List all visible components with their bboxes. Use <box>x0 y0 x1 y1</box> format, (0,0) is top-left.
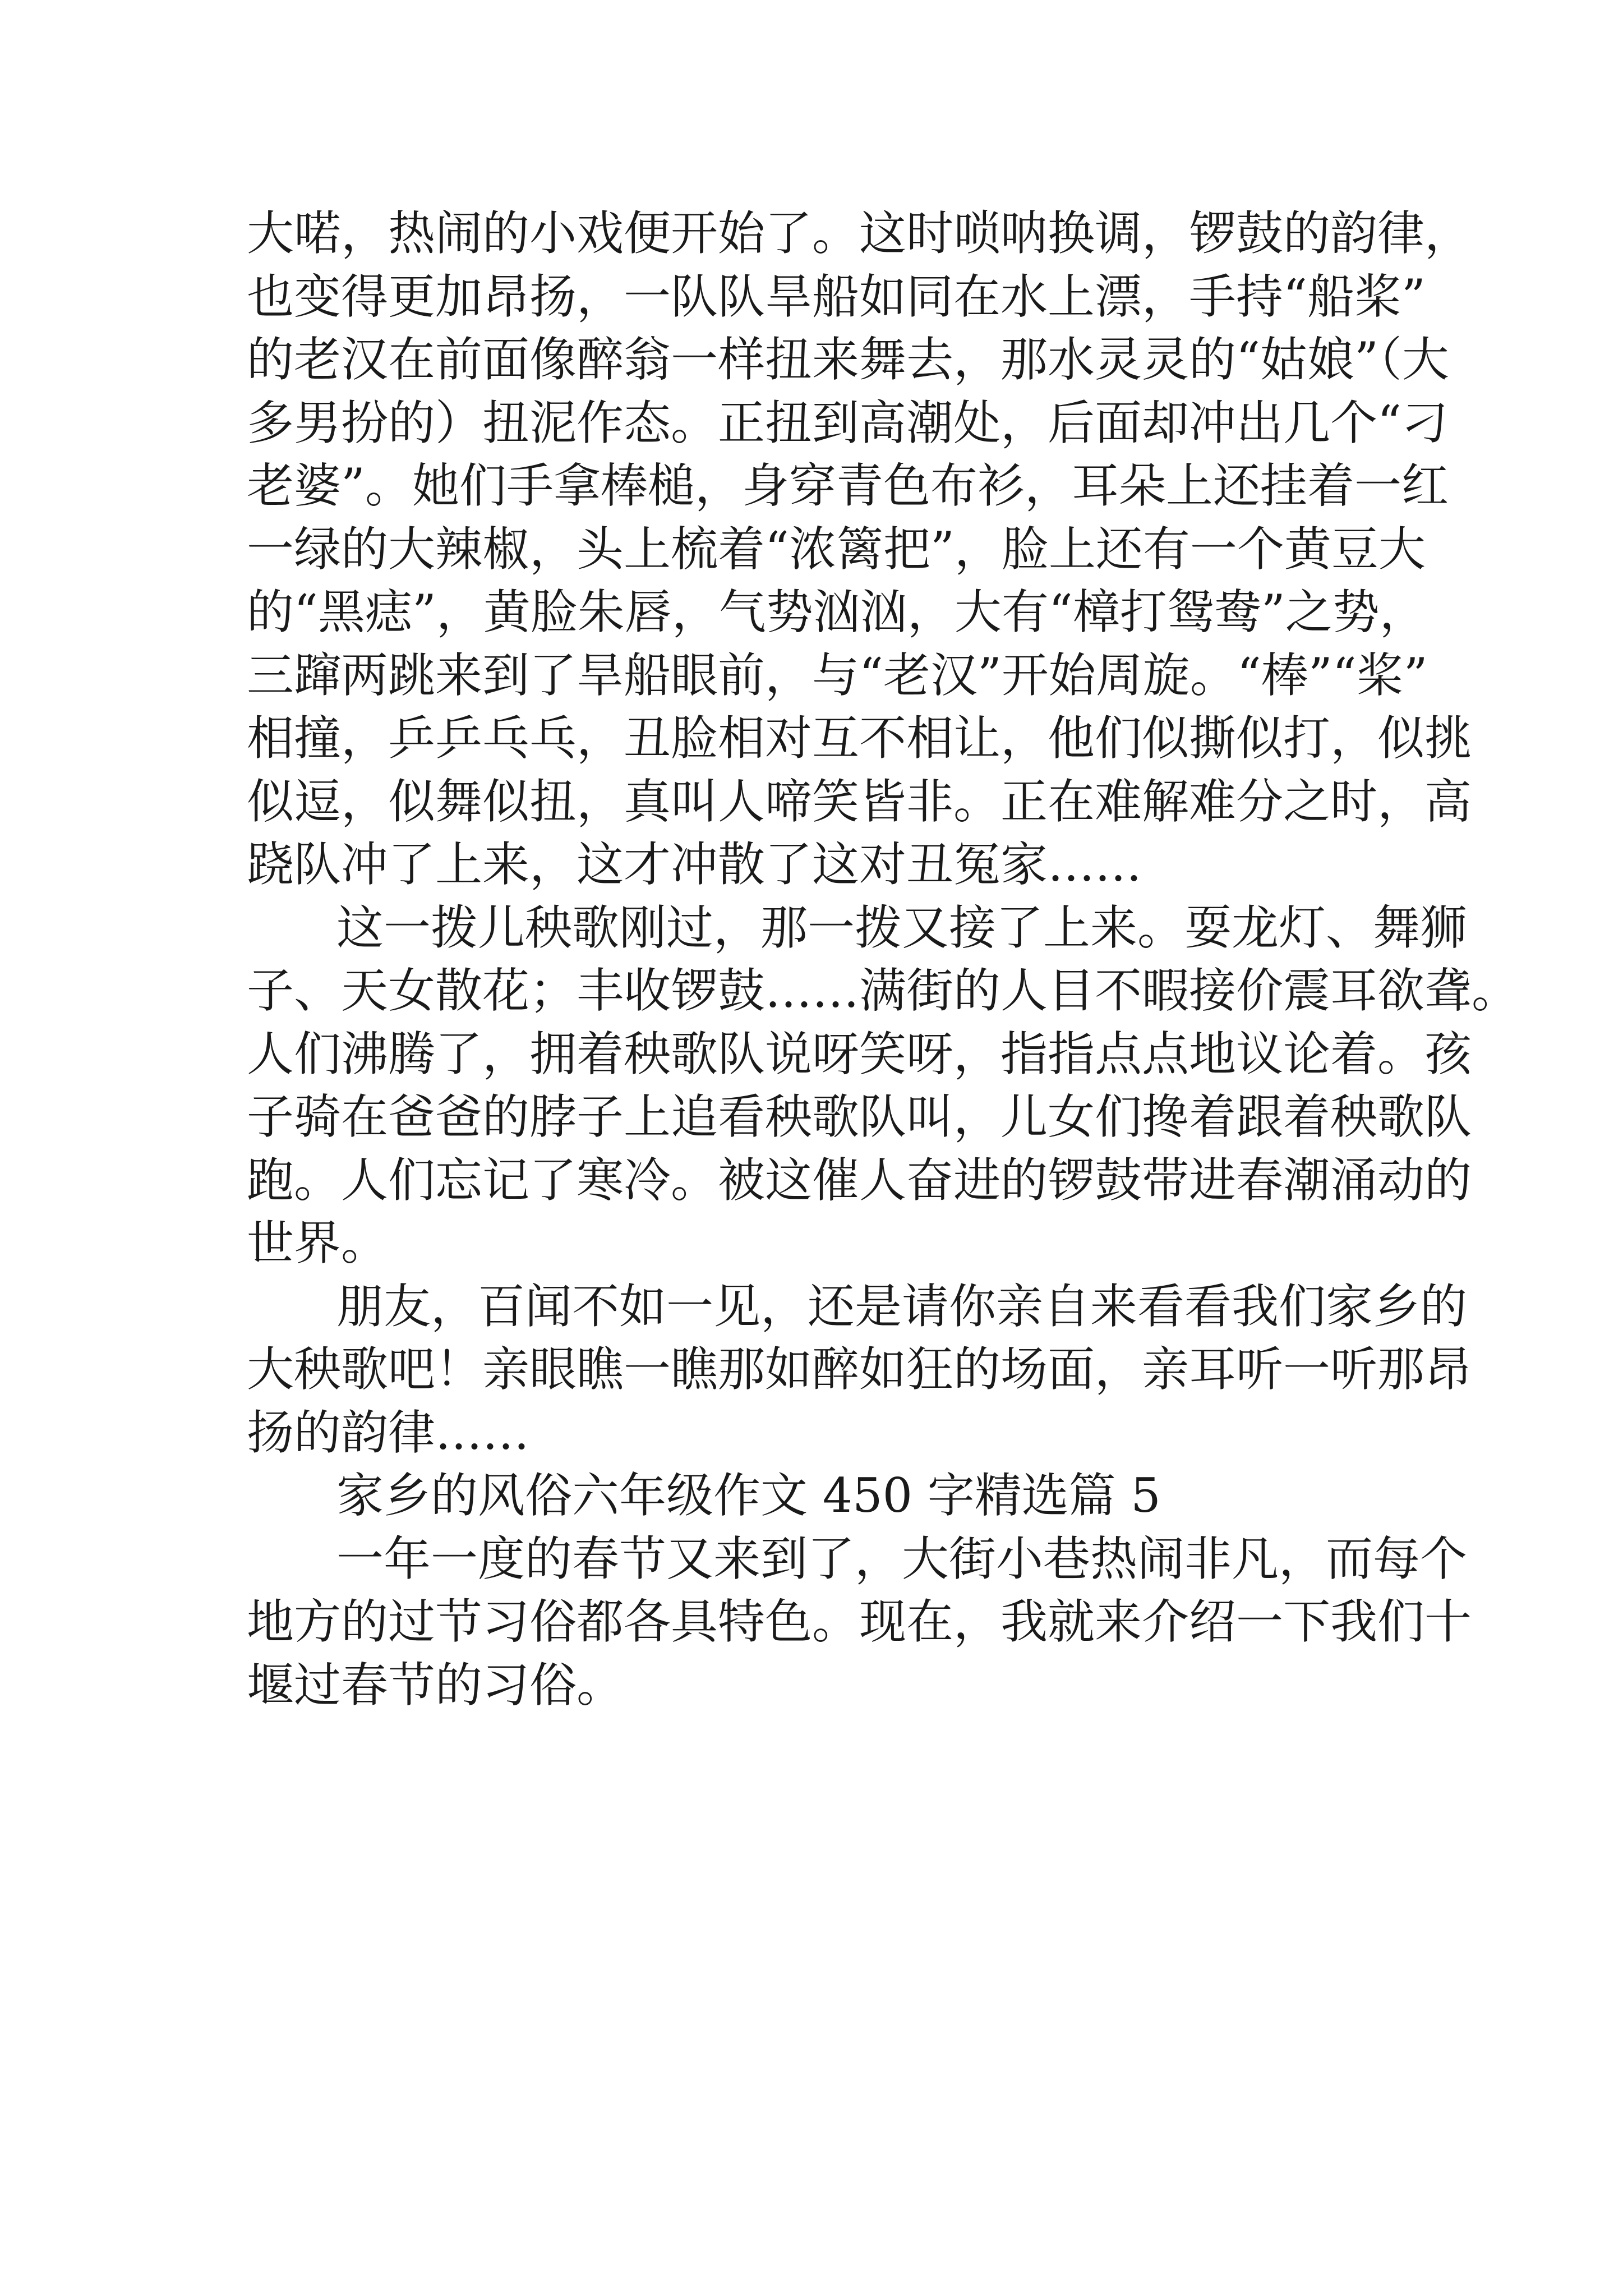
paragraph-line: 多男扮的）扭泥作态。正扭到高潮处，后面却冲出几个“刁 <box>247 395 1449 450</box>
paragraph-line: 堰过春节的习俗。 <box>247 1657 624 1713</box>
paragraph-line: 也变得更加昂扬，一队队旱船如同在水上漂，手持“船桨” <box>247 269 1426 324</box>
document-body <box>247 202 1519 1717</box>
paragraph-line: 大喏，热闹的小戏便开始了。这时唢呐换调，锣鼓的韵律， <box>247 206 1472 261</box>
paragraph-line: 的老汉在前面像醉翁一样扭来舞去，那水灵灵的“姑娘”（大 <box>247 332 1449 387</box>
paragraph-line: 相撞，乒乒乓乓，丑脸相对互不相让，他们似撕似打，似挑 <box>247 711 1472 766</box>
paragraph-4 <box>247 1527 1472 1717</box>
paragraph-line: 跑。人们忘记了寒冷。被这催人奋进的锣鼓带进春潮涌动的 <box>247 1152 1472 1208</box>
paragraph-line: 的“黑痣”，黄脸朱唇，气势汹汹，大有“樟打鸳鸯”之势， <box>247 585 1427 639</box>
paragraph-line: 一绿的大辣椒，头上梳着“浓篱把”，脸上还有一个黄豆大 <box>247 521 1426 577</box>
paragraph-line: 人们沸腾了，拥着秧歌队说呀笑呀，指指点点地议论着。孩 <box>247 1026 1472 1082</box>
paragraph-1 <box>247 202 1472 896</box>
paragraph-line: 子、天女散花；丰收锣鼓……满街的人目不暇接价震耳欲聋。 <box>247 963 1519 1018</box>
paragraph-3 <box>247 1275 1472 1465</box>
paragraph-line: 子骑在爸爸的脖子上追看秧歌队叫，儿女们搀着跟着秧歌队 <box>247 1089 1472 1144</box>
paragraph-line: 朋友，百闻不如一见，还是请你亲自来看看我们家乡的 <box>336 1278 1468 1334</box>
paragraph-line: 老婆”。她们手拿棒槌，身穿青色布衫，耳朵上还挂着一红 <box>247 458 1449 513</box>
paragraph-line: 跷队冲了上来，这才冲散了这对丑冤家…… <box>247 837 1142 892</box>
paragraph-line: 大秧歌吧！亲眼瞧一瞧那如醉如狂的场面，亲耳听一听那昂 <box>247 1342 1472 1397</box>
paragraph-line: 扬的韵律…… <box>247 1405 530 1460</box>
paragraph-line: 似逗，似舞似扭，真叫人啼笑皆非。正在难解难分之时，高 <box>247 774 1472 829</box>
paragraph-line: 世界。 <box>247 1216 389 1271</box>
paragraph-line: 地方的过节习俗都各具特色。现在，我就来介绍一下我们十 <box>247 1594 1472 1649</box>
paragraph-line: 三蹿两跳来到了旱船眼前，与“老汉”开始周旋。“棒”“桨” <box>247 647 1428 703</box>
paragraph-line: 这一拨儿秧歌刚过，那一拨又接了上来。耍龙灯、舞狮 <box>336 900 1468 955</box>
section-heading: 家乡的风俗六年级作文 450 字精选篇 5 <box>336 1468 1161 1523</box>
paragraph-2 <box>247 896 1519 1275</box>
paragraph-line: 一年一度的春节又来到了，大街小巷热闹非凡，而每个 <box>336 1531 1468 1586</box>
